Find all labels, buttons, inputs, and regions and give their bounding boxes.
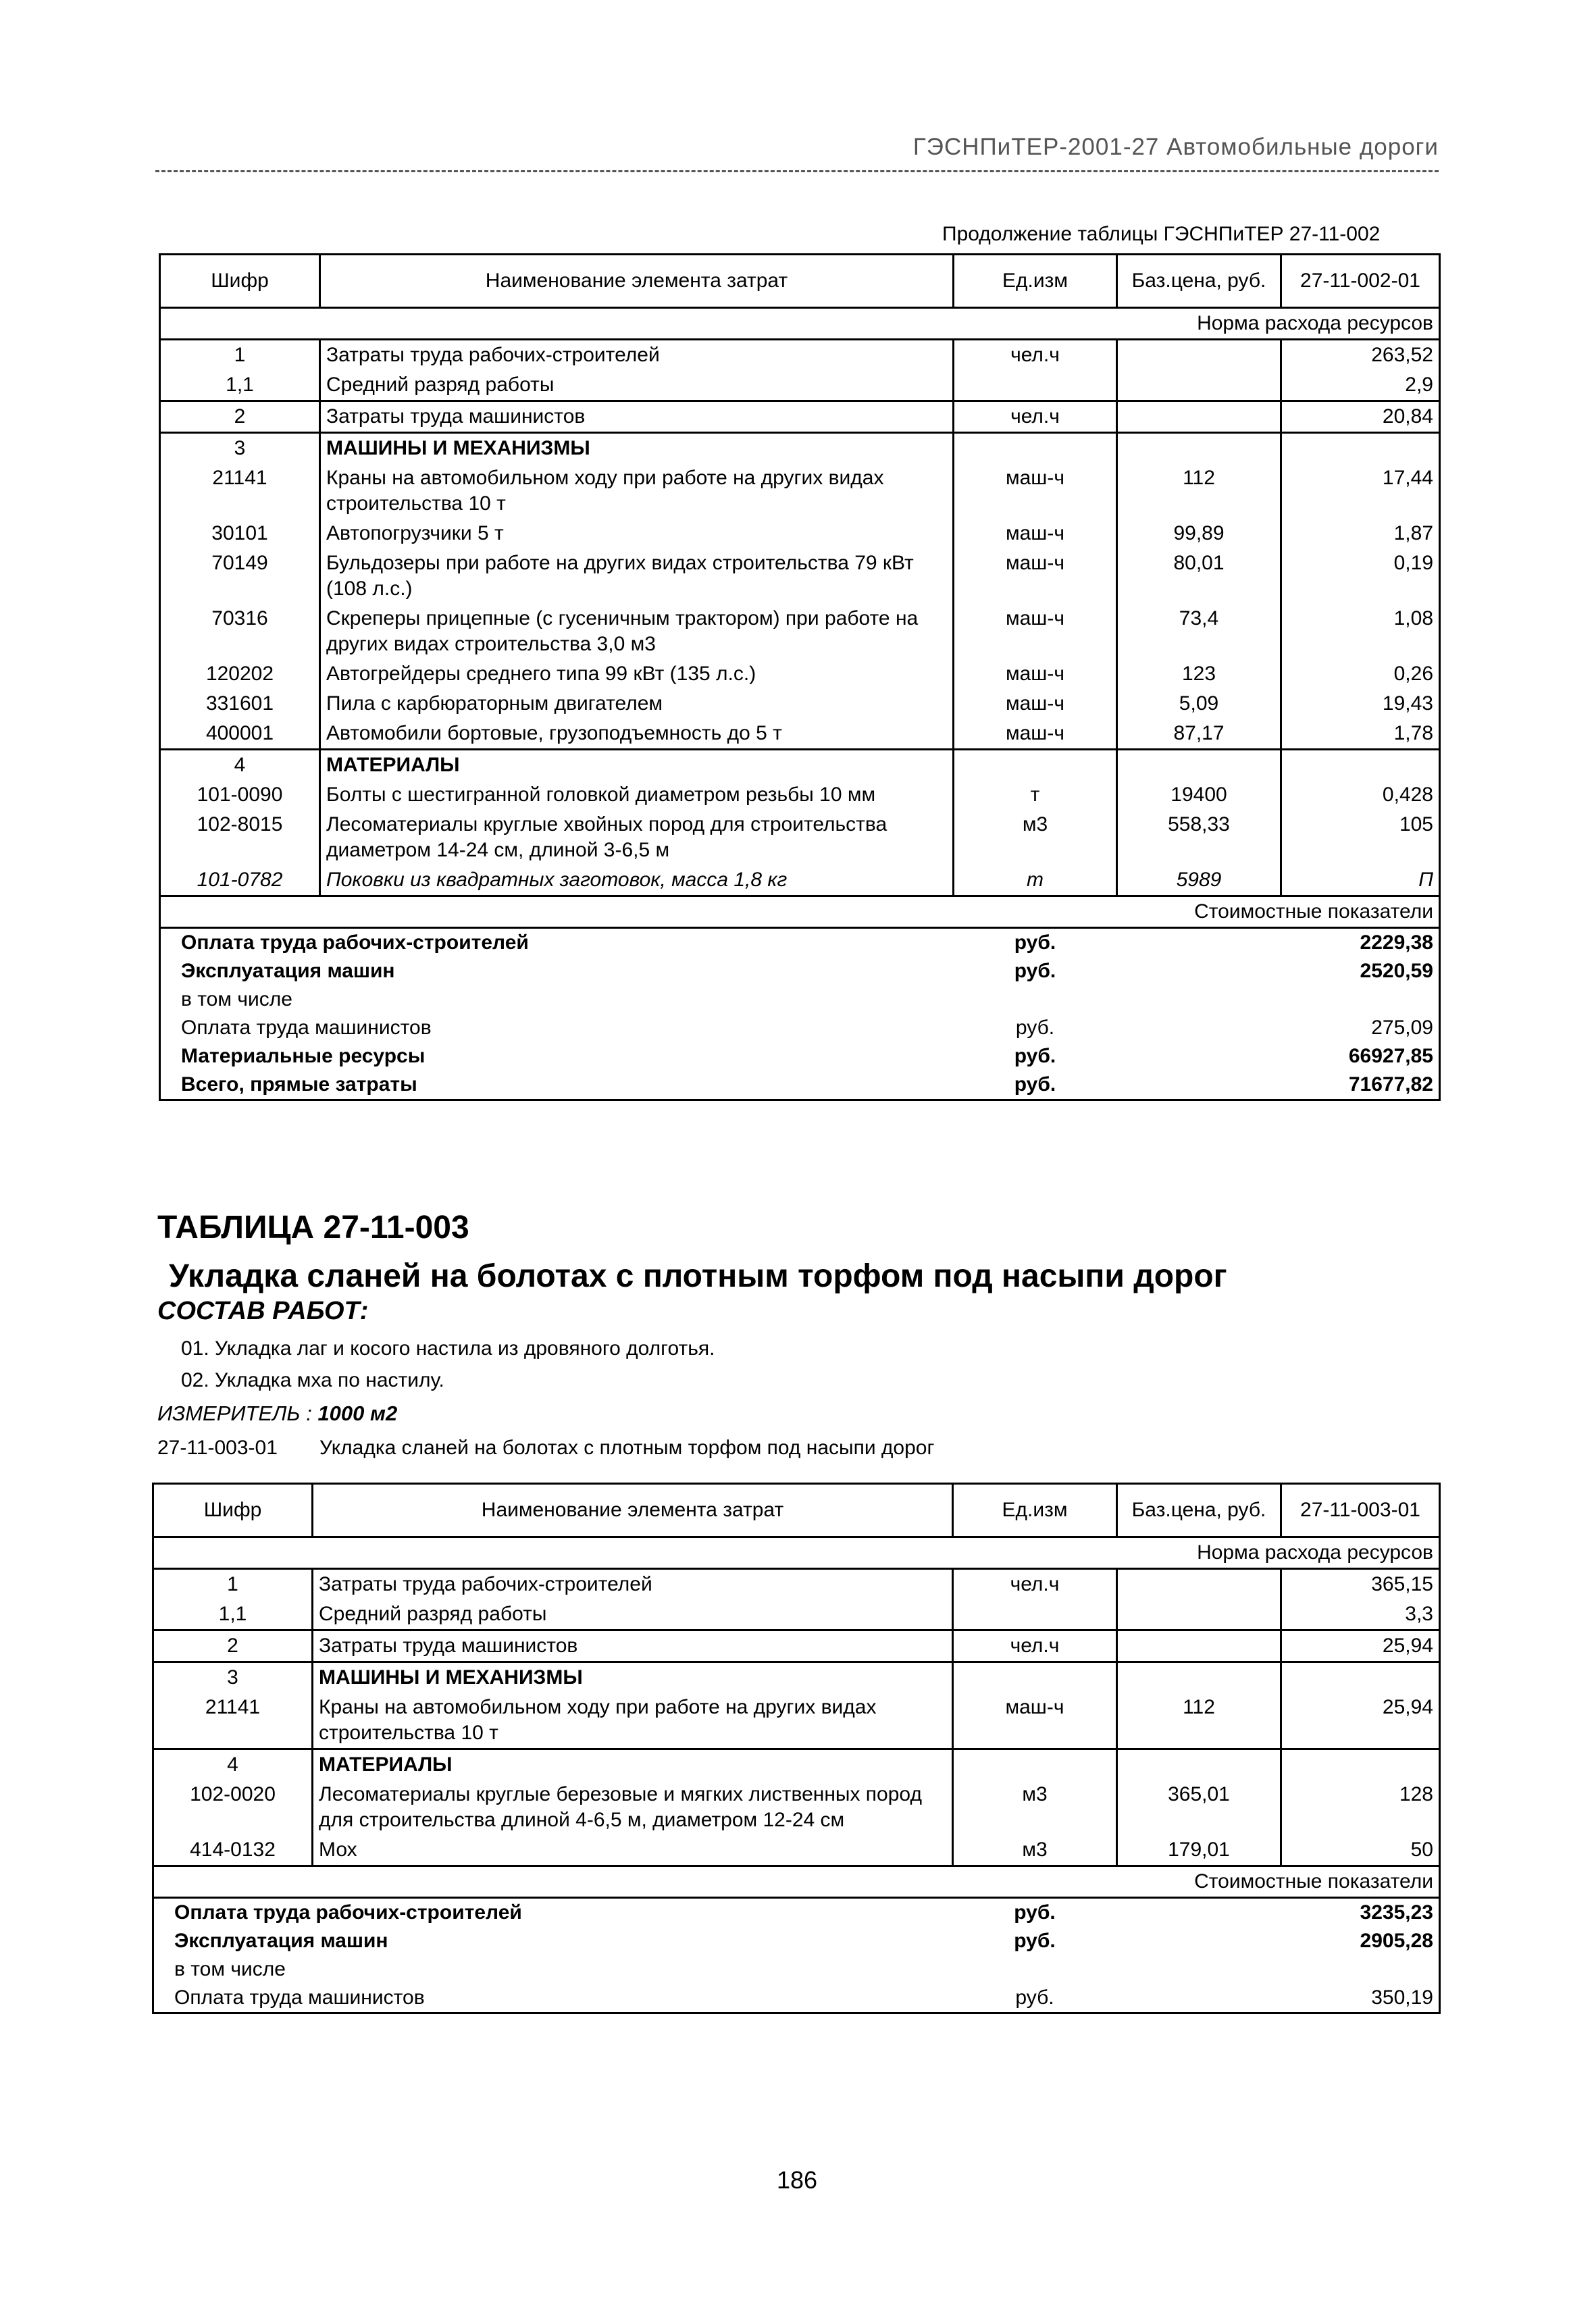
cell-unit: маш-ч [954, 463, 1117, 519]
cell-code: 102-0020 [153, 1780, 313, 1835]
norm-code: 27-11-003-01 [157, 1437, 278, 1459]
cell-unit [954, 370, 1117, 401]
col-header-name: Наименование элемента затрат [313, 1484, 953, 1537]
cell-value [1281, 1662, 1440, 1693]
cell-value: 263,52 [1281, 340, 1440, 371]
cost-label: в том числе [160, 985, 954, 1014]
cell-value [1281, 1749, 1440, 1780]
cost-indicators [160, 928, 1440, 1100]
cost-label: Эксплуатация машин [153, 1927, 953, 1955]
cell-price [1117, 750, 1281, 781]
cell-code: 1,1 [160, 370, 320, 401]
band-label: Стоимостные показатели [153, 1866, 1440, 1898]
cost-blank [1117, 1014, 1281, 1042]
cell-price: 87,17 [1117, 719, 1281, 750]
col-header-code: Шифр [160, 255, 320, 308]
col-header-name: Наименование элемента затрат [320, 255, 954, 308]
cell-value [1281, 750, 1440, 781]
cell-price: 19400 [1117, 780, 1281, 810]
col-header-unit: Ед.изм [954, 255, 1117, 308]
cell-name: Автопогрузчики 5 т [320, 519, 954, 548]
cell-code: 70149 [160, 548, 320, 604]
cell-code: 1 [153, 1569, 313, 1600]
cell-price: 5989 [1117, 865, 1281, 896]
cell-unit [953, 1662, 1117, 1693]
cell-value: 17,44 [1281, 463, 1440, 519]
cell-price [1117, 340, 1281, 371]
cost-unit [954, 985, 1117, 1014]
table-row [160, 780, 1440, 810]
cell-value: 0,428 [1281, 780, 1440, 810]
norm-code-line [157, 1437, 935, 1460]
cost-value [1281, 1955, 1440, 1984]
cost-row [153, 1955, 1440, 1984]
cell-price [1117, 1749, 1281, 1780]
cell-price [1117, 1599, 1281, 1630]
cell-unit: маш-ч [954, 689, 1117, 719]
cell-code: 3 [153, 1662, 313, 1693]
table-row [160, 519, 1440, 548]
measurement-value: 1000 м2 [317, 1402, 398, 1425]
cell-unit [953, 1599, 1117, 1630]
cell-price: 179,01 [1117, 1835, 1281, 1866]
cell-value: 3,3 [1281, 1599, 1440, 1630]
cell-code: 414-0132 [153, 1835, 313, 1866]
cell-value: 0,19 [1281, 548, 1440, 604]
cost-row [160, 928, 1440, 958]
cell-name: Лесоматериалы круглые березовые и мягких лиственных пород для строительства длиной 4-6,5 м, диаметром 12-24 см [313, 1780, 953, 1835]
cell-value: 2,9 [1281, 370, 1440, 401]
cost-label: Оплата труда машинистов [160, 1014, 954, 1042]
cell-unit: маш-ч [954, 659, 1117, 689]
cost-blank [1117, 1984, 1281, 2013]
cell-price: 112 [1117, 1693, 1281, 1749]
cell-name: Скреперы прицепные (с гусеничным трактором) при работе на других видах строительства 3,0 м3 [320, 604, 954, 659]
cell-name: Поковки из квадратных заготовок, масса 1,8 кг [320, 865, 954, 896]
cost-label: Оплата труда машинистов [153, 1984, 953, 2013]
cell-value: 50 [1281, 1835, 1440, 1866]
cell-unit: маш-ч [954, 548, 1117, 604]
operation-item: 02. Укладка мха по настилу. [181, 1369, 444, 1391]
table-row [153, 1835, 1440, 1866]
table-row [153, 1693, 1440, 1749]
table-row [160, 463, 1440, 519]
cost-row [153, 1984, 1440, 2013]
cell-code: 101-0090 [160, 780, 320, 810]
table-row [153, 1780, 1440, 1835]
cell-price: 112 [1117, 463, 1281, 519]
work-composition-label: СОСТАВ РАБОТ: [157, 1297, 369, 1325]
cost-row [160, 957, 1440, 985]
table-row [160, 433, 1440, 464]
cell-name: Затраты труда машинистов [320, 401, 954, 433]
cost-label: Эксплуатация машин [160, 957, 954, 985]
cost-value: 275,09 [1281, 1014, 1440, 1042]
band-row-norm [153, 1537, 1440, 1569]
cost-unit: руб. [1014, 1930, 1056, 1952]
cell-name: Средний разряд работы [320, 370, 954, 401]
cost-unit [953, 1955, 1117, 1984]
cost-unit: руб. [953, 1984, 1117, 2013]
cell-price [1117, 433, 1281, 464]
cost-value: 3235,23 [1281, 1898, 1440, 1928]
col-header-norm-code: 27-11-003-01 [1281, 1484, 1440, 1537]
cell-code: 400001 [160, 719, 320, 750]
col-header-unit: Ед.изм [953, 1484, 1117, 1537]
cell-name: Болты с шестигранной головкой диаметром резьбы 10 мм [320, 780, 954, 810]
cell-name: Лесоматериалы круглые хвойных пород для строительства диаметром 14-24 см, длиной 3-6,5 м [320, 810, 954, 865]
cell-unit: м3 [953, 1835, 1117, 1866]
table-row [160, 401, 1440, 433]
band-row-cost [160, 896, 1440, 928]
cell-code: 331601 [160, 689, 320, 719]
cell-code: 21141 [153, 1693, 313, 1749]
section-title: Укладка сланей на болотах с плотным торфом под насыпи дорог [169, 1258, 1227, 1294]
table-row [160, 548, 1440, 604]
cell-unit [954, 433, 1117, 464]
cell-name: МАШИНЫ И МЕХАНИЗМЫ [320, 433, 954, 464]
cost-value: 66927,85 [1281, 1042, 1440, 1071]
cell-name: МАТЕРИАЛЫ [313, 1749, 953, 1780]
table-row [160, 370, 1440, 401]
table-row [160, 659, 1440, 689]
cost-row [160, 1071, 1440, 1100]
header-rule [155, 170, 1439, 172]
cell-price [1117, 1569, 1281, 1600]
cell-unit: маш-ч [953, 1693, 1117, 1749]
cost-unit: руб. [954, 1071, 1117, 1100]
col-header-code: Шифр [153, 1484, 313, 1537]
cost-label: Оплата труда рабочих-строителей [160, 928, 954, 958]
cell-price [1117, 401, 1281, 433]
table-header-row [153, 1484, 1440, 1537]
table-continuation-caption: Продолжение таблицы ГЭСНПиТЕР 27-11-002 [942, 223, 1381, 245]
cell-code: 1 [160, 340, 320, 371]
cell-code: 120202 [160, 659, 320, 689]
cell-unit: чел.ч [953, 1569, 1117, 1600]
cell-unit: м3 [953, 1780, 1117, 1835]
cost-blank [1117, 1955, 1281, 1984]
band-label: Норма расхода ресурсов [153, 1537, 1440, 1569]
cell-value: 1,08 [1281, 604, 1440, 659]
cell-price: 80,01 [1117, 548, 1281, 604]
cell-code: 4 [160, 750, 320, 781]
cell-code: 2 [153, 1630, 313, 1662]
cost-unit: руб. [1014, 960, 1056, 982]
cell-value: 1,87 [1281, 519, 1440, 548]
col-header-price: Баз.цена, руб. [1117, 1484, 1281, 1537]
cost-unit: руб. [1014, 1901, 1056, 1924]
page-number: 186 [777, 2166, 818, 2194]
table-row [160, 865, 1440, 896]
cell-price: 99,89 [1117, 519, 1281, 548]
cell-name: Автогрейдеры среднего типа 99 кВт (135 л.с.) [320, 659, 954, 689]
table-row [153, 1569, 1440, 1600]
cell-code: 70316 [160, 604, 320, 659]
table-header-row [160, 255, 1440, 308]
cost-blank [1117, 1927, 1281, 1955]
col-header-norm-code: 27-11-002-01 [1281, 255, 1440, 308]
cost-blank [1117, 1042, 1281, 1071]
cell-unit: чел.ч [954, 340, 1117, 371]
cost-blank [1117, 1898, 1281, 1928]
running-header: ГЭСНПиТЕР-2001-27 Автомобильные дороги [912, 134, 1439, 160]
cost-label: Всего, прямые затраты [160, 1071, 954, 1100]
cell-value: 25,94 [1281, 1693, 1440, 1749]
cell-name: Краны на автомобильном ходу при работе на других видах строительства 10 т [320, 463, 954, 519]
cell-code: 102-8015 [160, 810, 320, 865]
cell-unit: чел.ч [953, 1630, 1117, 1662]
cell-value: 25,94 [1281, 1630, 1440, 1662]
cost-value: 2229,38 [1281, 928, 1440, 958]
cost-value: 2905,28 [1281, 1927, 1440, 1955]
band-label: Норма расхода ресурсов [160, 308, 1440, 340]
cell-name: Затраты труда рабочих-строителей [320, 340, 954, 371]
cell-code: 2 [160, 401, 320, 433]
table-row [153, 1599, 1440, 1630]
cell-code: 4 [153, 1749, 313, 1780]
cell-unit [953, 1749, 1117, 1780]
cell-code: 3 [160, 433, 320, 464]
cost-row [153, 1898, 1440, 1928]
cell-unit [954, 750, 1117, 781]
cost-indicators [153, 1898, 1440, 2013]
norm-name: Укладка сланей на болотах с плотным торфом под насыпи дорог [319, 1437, 935, 1459]
cost-label: Материальные ресурсы [160, 1042, 954, 1071]
cell-value: 365,15 [1281, 1569, 1440, 1600]
cell-name: Краны на автомобильном ходу при работе на других видах строительства 10 т [313, 1693, 953, 1749]
cost-row [160, 985, 1440, 1014]
cell-value: 0,26 [1281, 659, 1440, 689]
cost-value: 71677,82 [1281, 1071, 1440, 1100]
cell-name: Затраты труда рабочих-строителей [313, 1569, 953, 1600]
cell-value: 128 [1281, 1780, 1440, 1835]
cost-value [1281, 985, 1440, 1014]
cell-unit: маш-ч [954, 719, 1117, 750]
table-row [153, 1630, 1440, 1662]
table-row [160, 719, 1440, 750]
cell-unit: т [954, 865, 1117, 896]
cell-value: 19,43 [1281, 689, 1440, 719]
cost-value: 2520,59 [1281, 957, 1440, 985]
cell-price: 73,4 [1117, 604, 1281, 659]
cell-unit: т [954, 780, 1117, 810]
cost-blank [1117, 928, 1281, 958]
cell-code: 21141 [160, 463, 320, 519]
cell-name: МАТЕРИАЛЫ [320, 750, 954, 781]
cell-value: 1,78 [1281, 719, 1440, 750]
cell-code: 101-0782 [160, 865, 320, 896]
table-row [160, 340, 1440, 371]
cell-name: Средний разряд работы [313, 1599, 953, 1630]
table-row [160, 689, 1440, 719]
cell-price: 5,09 [1117, 689, 1281, 719]
measurement-unit [157, 1402, 397, 1426]
cell-value: 105 [1281, 810, 1440, 865]
cell-price: 365,01 [1117, 1780, 1281, 1835]
cell-price: 558,33 [1117, 810, 1281, 865]
cell-name: Затраты труда машинистов [313, 1630, 953, 1662]
table-row [160, 604, 1440, 659]
table-body [160, 340, 1440, 896]
cost-blank [1117, 957, 1281, 985]
measurement-label: ИЗМЕРИТЕЛЬ : [157, 1402, 318, 1425]
cost-row [153, 1927, 1440, 1955]
operation-item: 01. Укладка лаг и косого настила из дровяного долготья. [181, 1337, 715, 1360]
cell-name: МАШИНЫ И МЕХАНИЗМЫ [313, 1662, 953, 1693]
cost-unit: руб. [1015, 1017, 1055, 1039]
table-row [153, 1749, 1440, 1780]
cost-row [160, 1014, 1440, 1042]
cell-code: 1,1 [153, 1599, 313, 1630]
cell-name: Мох [313, 1835, 953, 1866]
table-row [153, 1662, 1440, 1693]
cost-unit: руб. [1014, 1045, 1056, 1067]
cost-label: в том числе [153, 1955, 953, 1984]
col-header-price: Баз.цена, руб. [1117, 255, 1281, 308]
cell-unit: м3 [954, 810, 1117, 865]
cell-value: П [1281, 865, 1440, 896]
cell-price [1117, 370, 1281, 401]
band-row-cost [153, 1866, 1440, 1898]
band-label: Стоимостные показатели [160, 896, 1440, 928]
cost-blank [1117, 1071, 1281, 1100]
cell-price [1117, 1662, 1281, 1693]
cost-label: Оплата труда рабочих-строителей [153, 1898, 953, 1928]
cost-blank [1117, 985, 1281, 1014]
cell-name: Пила с карбюраторным двигателем [320, 689, 954, 719]
cell-unit: чел.ч [954, 401, 1117, 433]
cell-unit: маш-ч [954, 519, 1117, 548]
table-heading: ТАБЛИЦА 27-11-003 [157, 1210, 469, 1245]
cell-name: Бульдозеры при работе на других видах строительства 79 кВт (108 л.с.) [320, 548, 954, 604]
cost-row [160, 1042, 1440, 1071]
cell-value [1281, 433, 1440, 464]
resource-table-27-11-002 [159, 253, 1441, 1101]
cost-value: 350,19 [1281, 1984, 1440, 2013]
band-row-norm [160, 308, 1440, 340]
resource-table-27-11-003 [152, 1483, 1441, 2014]
cell-price: 123 [1117, 659, 1281, 689]
cell-name: Автомобили бортовые, грузоподъемность до 5 т [320, 719, 954, 750]
table-body [153, 1569, 1440, 1866]
table-row [160, 750, 1440, 781]
cost-unit: руб. [1014, 931, 1056, 954]
cell-unit: маш-ч [954, 604, 1117, 659]
cell-code: 30101 [160, 519, 320, 548]
cell-price [1117, 1630, 1281, 1662]
cell-value: 20,84 [1281, 401, 1440, 433]
table-row [160, 810, 1440, 865]
